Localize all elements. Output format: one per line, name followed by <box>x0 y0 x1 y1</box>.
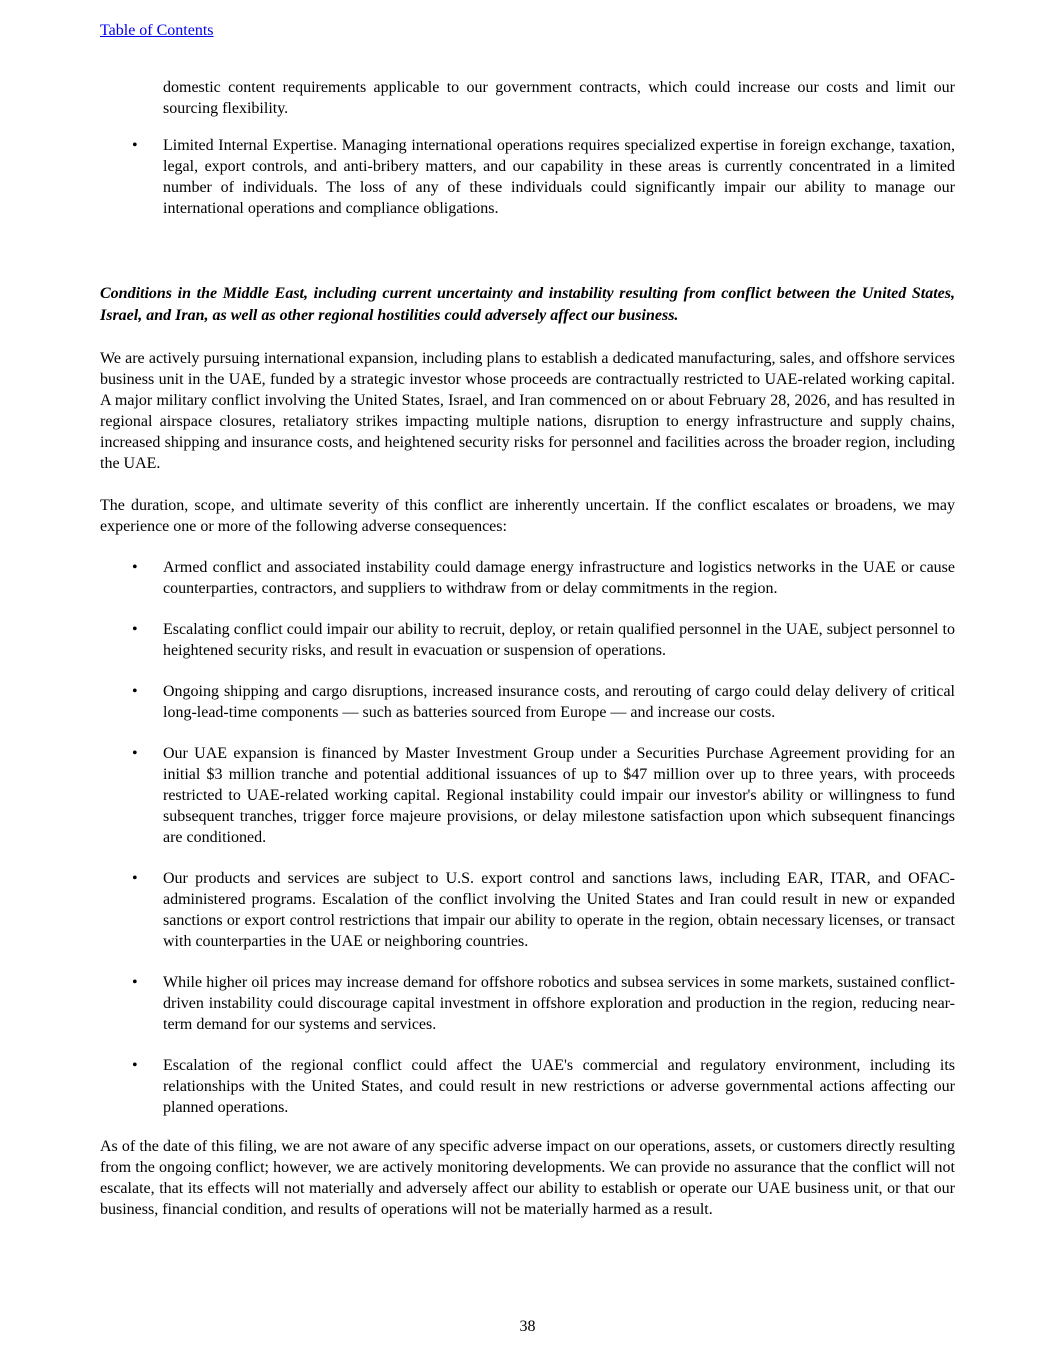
bullet-icon: • <box>132 621 138 638</box>
page-content <box>100 77 955 1220</box>
list-item <box>100 619 955 661</box>
bullet-text: Armed conflict and associated instability could damage energy infrastructure and logistics networks in the UAE or cause counterparties, contractors, and suppliers to withdraw from or delay commitments in the region. <box>163 559 955 597</box>
bullet-text: Limited Internal Expertise. Managing international operations requires specialized expertise in foreign exchange, taxation, legal, export controls, and anti-bribery matters, and our capability in these areas is currently concentrated in a limited number of individuals. The loss of any of these individuals could significantly impair our ability to manage our international operations and compliance obligations. <box>163 137 955 217</box>
risk-factor-heading: Conditions in the Middle East, including current uncertainty and instability resulting from conflict between the United States, Israel, and Iran, as well as other regional hostilities could adversely affect our business. <box>100 285 955 324</box>
bullet-icon: • <box>132 559 138 576</box>
bullet-text: Our UAE expansion is financed by Master Investment Group under a Securities Purchase Agreement providing for an initial $3 million tranche and potential additional issuances of up to $47 million over up to three years, with proceeds restricted to UAE-related working capital. Regional instability could impair our investor's ability or willingness to fund subsequent tranches, trigger force majeure provisions, or delay milestone satisfaction upon which subsequent financings are conditioned. <box>163 745 955 846</box>
bullet-icon: • <box>132 974 138 991</box>
bullet-text: Our products and services are subject to U.S. export control and sanctions laws, including EAR, ITAR, and OFAC-administered programs. Escalation of the conflict involving the United States and Iran could result in new or expanded sanctions or export control restrictions that impair our ability to operate in the region, obtain necessary licenses, or transact with counterparties in the UAE or neighboring countries. <box>163 870 955 950</box>
bullet-icon: • <box>132 137 138 154</box>
paragraph-expansion: We are actively pursuing international expansion, including plans to establish a dedicated manufacturing, sales, and offshore services business unit in the UAE, funded by a strategic investor whose proceeds are contractually restricted to UAE-related working capital. A major military conflict involving the United States, Israel, and Iran commenced on or about February 28, 2026, and has resulted in regional airspace closures, retaliatory strikes impacting multiple nations, disruption to energy infrastructure and supply chains, increased shipping and insurance costs, and heightened security risks for personnel and facilities across the broader region, including the UAE. <box>100 350 955 472</box>
consequences-list <box>100 557 955 1118</box>
page-number: 38 <box>519 1318 536 1335</box>
paragraph-continuation: domestic content requirements applicable to our government contracts, which could increase our costs and limit our sourcing flexibility. <box>163 79 955 117</box>
paragraph-closing: As of the date of this filing, we are not aware of any specific adverse impact on our operations, assets, or customers directly resulting from the ongoing conflict; however, we are actively monitoring developments. We can provide no assurance that the conflict will not escalate, that its effects will not materially and adversely affect our ability to establish or operate our UAE business unit, or that our business, financial condition, and results of operations will not be materially harmed as a result. <box>100 1138 955 1218</box>
bullet-icon: • <box>132 683 138 700</box>
list-item <box>100 743 955 848</box>
bullet-icon: • <box>132 745 138 762</box>
list-item <box>100 681 955 723</box>
bullet-icon: • <box>132 1057 138 1074</box>
bullet-icon: • <box>132 870 138 887</box>
bullet-text: While higher oil prices may increase demand for offshore robotics and subsea services in some markets, sustained conflict-driven instability could discourage capital investment in offshore exploration and production in the region, reducing near-term demand for our systems and services. <box>163 974 955 1033</box>
list-item-expertise <box>100 135 955 219</box>
paragraph-duration: The duration, scope, and ultimate severity of this conflict are inherently uncertain. If the conflict escalates or broadens, we may experience one or more of the following adverse consequences: <box>100 497 955 535</box>
bullet-text: Ongoing shipping and cargo disruptions, increased insurance costs, and rerouting of cargo could delay delivery of critical long-lead-time components — such as batteries sourced from Europe — and increase our costs. <box>163 683 955 721</box>
list-item <box>100 557 955 599</box>
table-of-contents-link[interactable]: Table of Contents <box>100 22 214 39</box>
list-item <box>100 868 955 952</box>
list-item <box>100 972 955 1035</box>
bullet-text: Escalating conflict could impair our ability to recruit, deploy, or retain qualified personnel in the UAE, subject personnel to heightened security risks, and result in evacuation or suspension of operations. <box>163 621 955 659</box>
bullet-text: Escalation of the regional conflict could affect the UAE's commercial and regulatory environment, including its relationships with the United States, and could result in new restrictions or adverse governmental actions affecting our planned operations. <box>163 1057 955 1116</box>
list-item <box>100 1055 955 1118</box>
